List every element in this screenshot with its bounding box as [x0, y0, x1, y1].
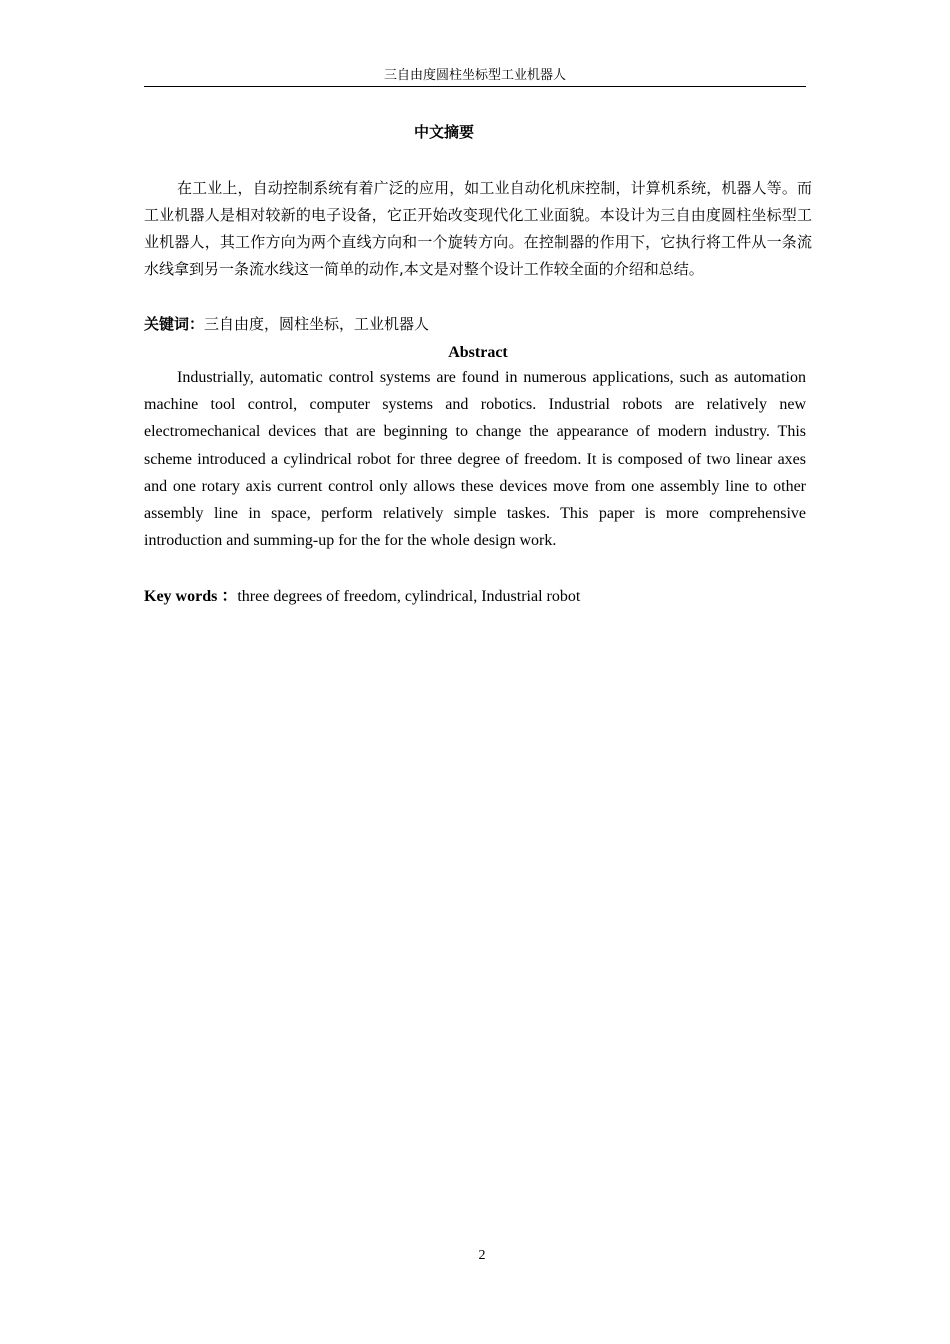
chinese-abstract-body: 在工业上，自动控制系统有着广泛的应用，如工业自动化机床控制，计算机系统，机器人等。而工业机器人是相对较新的电子设备，它正开始改变现代化工业面貌。本设计为三自由度圆柱坐标型工业机器人，其工作方向为两个直线方向和一个旋转方向。在控制器的作用下，它执行将工件从一条流水线拿到另一条流水线这一简单的动作,本文是对整个设计工作较全面的介绍和总结。	[144, 179, 812, 278]
english-abstract-body: Industrially, automatic control systems are found in numerous applications, such as automation machine tool control, computer systems and robotics. Industrial robots are relatively new electromechanical devices that are beginning to change the appearance of modern industry. This scheme introduced a cylindrical robot for three degree of freedom. It is composed of two linear axes and one rotary axis current control only allows these devices move from one assembly line to other assembly line in space, perform relatively simple taskes. This paper is more comprehensive introduction and summing-up for the for the whole design work.	[144, 369, 806, 550]
header-title: 三自由度圆柱坐标型工业机器人	[383, 68, 566, 83]
english-keywords	[144, 585, 806, 609]
running-header	[144, 66, 806, 87]
english-abstract-heading: Abstract	[448, 344, 508, 361]
english-keywords-text: three degrees of freedom, cylindrical, Industrial robot	[237, 588, 581, 605]
chinese-abstract-heading: 中文摘要	[413, 123, 474, 141]
chinese-keywords-text: 三自由度，圆柱坐标，工业机器人	[204, 315, 430, 333]
english-keywords-label: Key words ：	[144, 588, 238, 605]
chinese-keywords	[144, 312, 806, 336]
page-number: 2	[478, 1248, 486, 1263]
chinese-keywords-label: 关键词：	[144, 315, 205, 333]
